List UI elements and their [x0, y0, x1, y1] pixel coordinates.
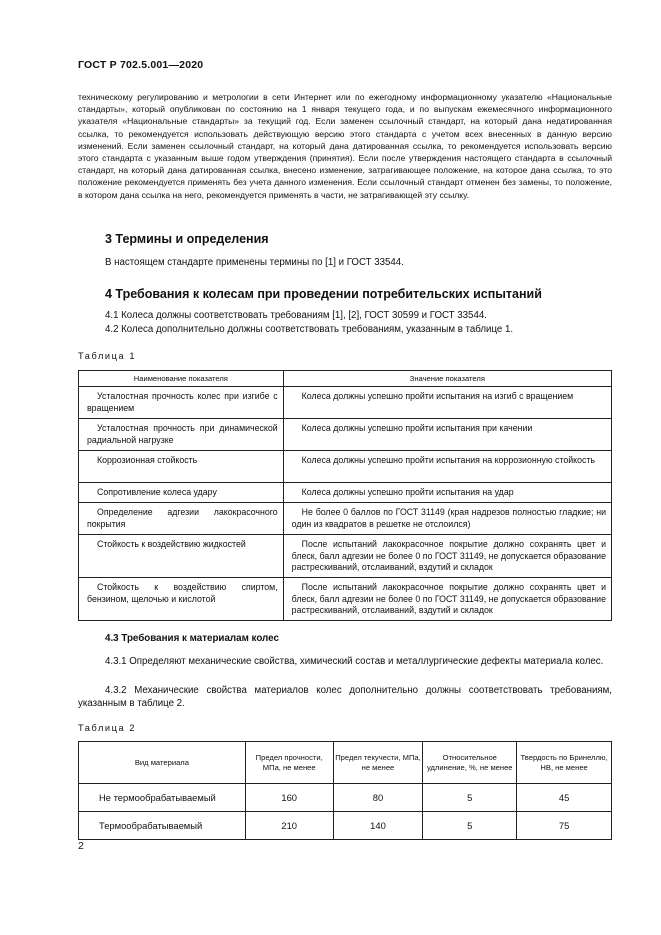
table-2-header-strength: Предел прочности, МПа, не менее	[245, 742, 333, 784]
table-2-header-material: Вид материала	[79, 742, 246, 784]
table-cell: Не термообрабатываемый	[79, 784, 246, 812]
section-4-3-2-text: 4.3.2 Механические свойства материалов колес дополнительно должны соответствовать требованиям, указанным в таблице 2.	[78, 685, 612, 709]
table-cell: Колеса должны успешно пройти испытания на коррозионную стойкость	[283, 451, 611, 483]
table-1-header-row	[79, 371, 612, 387]
table-row	[79, 419, 612, 451]
section-4-2-text: 4.2 Колеса дополнительно должны соответствовать требованиям, указанным в таблице 1.	[105, 324, 514, 335]
table-2-header-elongation: Относительное удлинение, %, не менее	[423, 742, 517, 784]
table-1-caption: Таблица 1	[78, 351, 137, 361]
table-cell: 160	[245, 784, 333, 812]
table-cell: После испытаний лакокрасочное покрытие должно сохранять цвет и блеск, балл адгезии не более 0 по ГОСТ 31149, не допускается образование растрескиваний, отслаиваний, вздутий и складок	[283, 578, 611, 621]
table-cell: Колеса должны успешно пройти испытания на удар	[283, 483, 611, 503]
table-2-header-row	[79, 742, 612, 784]
table-row	[79, 503, 612, 535]
table-cell: После испытаний лакокрасочное покрытие должно сохранять цвет и блеск, балл адгезии не более 0 по ГОСТ 31149, не допускается образование растрескиваний, отслаиваний, вздутий и складок	[283, 535, 611, 578]
table-cell: Определение адгезии лакокрасочного покрытия	[79, 503, 284, 535]
table-row	[79, 535, 612, 578]
table-cell: 5	[423, 784, 517, 812]
table-cell: Усталостная прочность колес при изгибе с вращением	[79, 387, 284, 419]
section-4-3-title: 4.3 Требования к материалам колес	[105, 633, 279, 644]
table-row	[79, 784, 612, 812]
table-cell: 210	[245, 812, 333, 840]
table-row	[79, 578, 612, 621]
table-cell: 75	[517, 812, 612, 840]
section-4-title: 4 Требования к колесам при проведении потребительских испытаний	[105, 287, 542, 301]
table-cell: Колеса должны успешно пройти испытания на изгиб с вращением	[283, 387, 611, 419]
table-cell: Колеса должны успешно пройти испытания при качении	[283, 419, 611, 451]
section-4-1-text: 4.1 Колеса должны соответствовать требованиям [1], [2], ГОСТ 30599 и ГОСТ 33544.	[105, 310, 487, 321]
section-3-title: 3 Термины и определения	[105, 232, 269, 246]
table-row	[79, 387, 612, 419]
table-2-header-yield: Предел текучести, МПа, не менее	[333, 742, 423, 784]
table-cell: 140	[333, 812, 423, 840]
intro-text: техническому регулированию и метрологии в сети Интернет или по ежегодному информационному указателю «Национальные стандарты», который опубликован по состоянию на 1 января текущего года, и по выпускам ежемесячного информационного указателя «Национальные стандарты» за текущий год. Если заменен ссылочный стандарт, на который дана недатированная ссылка, то рекомендуется использовать действующую версию этого стандарта с учетом всех внесенных в данную версию изменений. Если заменен ссылочный стандарт, на который дана датированная ссылка, то рекомендуется использовать версию этого стандарта с указанным выше годом утверждения (принятия). Если после утверждения настоящего стандарта в ссылочный стандарт, на который дана датированная ссылка, внесено изменение, затрагивающее положение, на которое дана ссылка, то это положение рекомендуется применять без учета данного изменения. Если ссылочный стандарт отменен без замены, то положение, в котором дана ссылка на него, рекомендуется применять в части, не затрагивающей эту ссылку.	[78, 92, 612, 200]
table-cell: Термообрабатываемый	[79, 812, 246, 840]
table-row	[79, 451, 612, 483]
section-4-3-1-text: 4.3.1 Определяют механические свойства, химический состав и металлургические дефекты материала колес.	[105, 656, 604, 667]
page-number: 2	[78, 840, 84, 852]
table-cell: Сопротивление колеса удару	[79, 483, 284, 503]
table-2-caption: Таблица 2	[78, 723, 137, 733]
section-3-text: В настоящем стандарте применены термины по [1] и ГОСТ 33544.	[105, 257, 404, 268]
table-cell: 45	[517, 784, 612, 812]
table-1-header-name: Наименование показателя	[79, 371, 284, 387]
table-2	[78, 741, 612, 840]
table-2-header-hardness: Твердость по Бринеллю, НВ, не менее	[517, 742, 612, 784]
table-1-header-value: Значение показателя	[283, 371, 611, 387]
intro-paragraph	[78, 91, 612, 201]
table-cell: Стойкость к воздействию жидкостей	[79, 535, 284, 578]
table-cell: Не более 0 баллов по ГОСТ 31149 (края надрезов полностью гладкие; ни один из квадратов в решетке не отслоился)	[283, 503, 611, 535]
document-header: ГОСТ Р 702.5.001—2020	[78, 59, 204, 71]
table-cell: Усталостная прочность при динамической радиальной нагрузке	[79, 419, 284, 451]
table-cell: Коррозионная стойкость	[79, 451, 284, 483]
table-cell: 80	[333, 784, 423, 812]
table-cell: 5	[423, 812, 517, 840]
table-cell: Стойкость к воздействию спиртом, бензином, щелочью и кислотой	[79, 578, 284, 621]
table-row	[79, 812, 612, 840]
table-1	[78, 370, 612, 621]
table-row	[79, 483, 612, 503]
